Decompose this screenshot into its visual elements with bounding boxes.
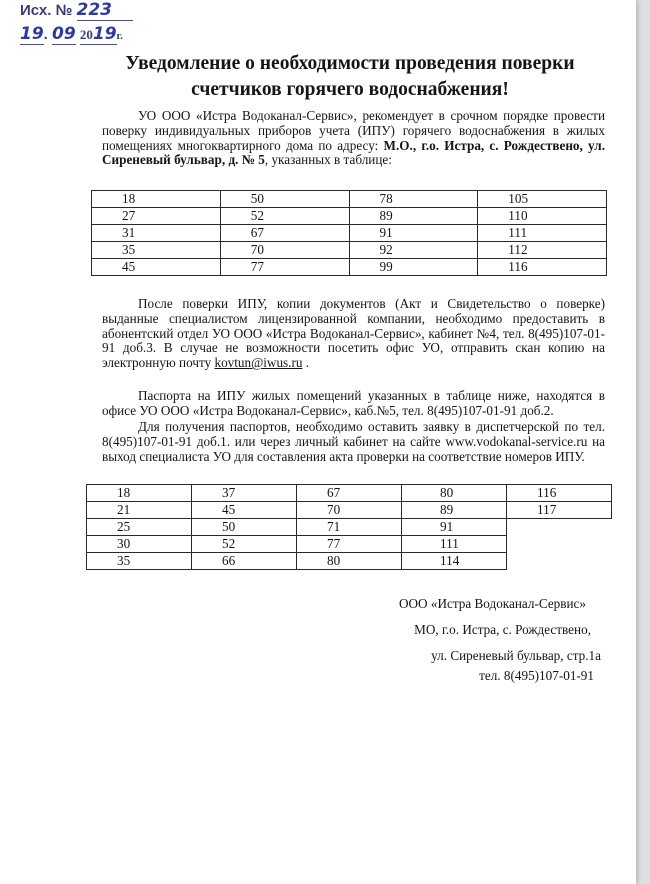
table-cell: 91 [402, 519, 507, 536]
table-cell: 21 [87, 502, 192, 519]
table-cell: 70 [297, 502, 402, 519]
table-cell: 30 [87, 536, 192, 553]
outgoing-number-value: 223 [76, 0, 112, 20]
signature-company: ООО «Истра Водоканал-Сервис» [398, 596, 586, 611]
table-cell: 111 [402, 536, 507, 553]
date-year-prefix: 20 [79, 27, 93, 42]
date-year-suffix: 19 [92, 24, 117, 44]
table-cell: 105 [478, 191, 607, 208]
table-cell: 35 [87, 553, 192, 570]
table-cell: 25 [87, 519, 192, 536]
table-cell: 117 [507, 502, 612, 519]
table-cell: 66 [192, 553, 297, 570]
table-cell: 52 [192, 536, 297, 553]
table-cell: 35 [92, 242, 221, 259]
table-row [87, 502, 612, 519]
table-cell: 78 [349, 191, 478, 208]
notice-title-line1: Уведомление о необходимости проведения поверки [125, 53, 575, 74]
outgoing-number-label: Исх. № [20, 2, 73, 19]
table-cell: 77 [220, 259, 349, 276]
table-cell: 116 [507, 485, 612, 502]
table-row [87, 553, 612, 570]
passports-paragraph [102, 389, 605, 419]
table-cell: 77 [297, 536, 402, 553]
table-row [87, 536, 612, 553]
documents-text-end: . [302, 355, 310, 371]
passports-text: Паспорта на ИПУ жилых помещений указанных в таблице ниже, находятся в офисе УО ООО «Истра Водоканал-Сервис», каб.№5, тел. 8(495)107-01-91 доб.2. [102, 388, 605, 418]
table-row [92, 259, 607, 276]
documents-text: После поверки ИПУ, копии документов (Акт и Свидетельство о поверке) выданные специалистом лицензированной компании, необходимо предоставить в абонентский отдел УО ООО «Истра Водоканал-Сервис», кабинет №4, тел. 8(495)107-01-91 доб.3. В случае не возможности посетить офис УО, отправить скан копию на электронную почту [102, 296, 605, 371]
table-cell: 18 [92, 191, 221, 208]
date-month: 09 [52, 24, 76, 44]
table-cell: 31 [92, 225, 221, 242]
table-cell: 99 [349, 259, 478, 276]
outgoing-date [20, 24, 123, 45]
table-cell: 45 [192, 502, 297, 519]
building-address: М.О., г.о. Истра, с. Рождествено, ул. Сиреневый бульвар, д. № 5 [102, 137, 605, 168]
date-year-abbrev: г. [116, 30, 124, 42]
passport-table [86, 484, 612, 570]
notice-title [60, 51, 640, 103]
table-row [92, 191, 607, 208]
table-cell: 50 [192, 519, 297, 536]
signature-street: ул. Сиреневый бульвар, стр.1а [431, 648, 601, 663]
table-row [92, 208, 607, 225]
table-cell: 45 [92, 259, 221, 276]
email-link[interactable]: kovtun@iwus.ru [214, 355, 303, 371]
table-cell: 50 [220, 191, 349, 208]
table-cell: 89 [349, 208, 478, 225]
meter-verification-table [91, 190, 607, 276]
intro-text: УО ООО «Истра Водоканал-Сервис», рекомендует в срочном порядке провести поверку индивидуальных приборов учета (ИПУ) горячего водоснабжения в жилых помещениях многоквартирного дома по адресу: [102, 108, 605, 153]
table-cell: 67 [297, 485, 402, 502]
request-text: Для получения паспортов, необходимо оставить заявку в диспетчерской по тел. 8(495)107-01-91 доб.1. или через личный кабинет на сайте www.vodokanal-service.ru на выход специалиста УО для составления акта проверки на соответствие номеров ИПУ. [102, 419, 605, 464]
table-cell: 27 [92, 208, 221, 225]
date-day: 19 [20, 24, 44, 44]
intro-paragraph [102, 109, 605, 168]
intro-text-end: , указанных в таблице: [264, 152, 392, 168]
table-cell: 114 [402, 553, 507, 570]
table-cell: 89 [402, 502, 507, 519]
table-cell: 37 [192, 485, 297, 502]
table-cell: 116 [478, 259, 607, 276]
signature-city: МО, г.о. Истра, с. Рождествено, [414, 622, 591, 637]
table-cell: 92 [349, 242, 478, 259]
table-cell: 80 [402, 485, 507, 502]
table-row [87, 519, 612, 536]
table-cell: 110 [478, 208, 607, 225]
table-cell: 80 [297, 553, 402, 570]
table-cell: 18 [87, 485, 192, 502]
table-cell: 67 [220, 225, 349, 242]
table-row [92, 225, 607, 242]
table-cell: 91 [349, 225, 478, 242]
table-cell: 52 [220, 208, 349, 225]
table-cell: 71 [297, 519, 402, 536]
documents-paragraph [102, 297, 605, 371]
table-row [92, 242, 607, 259]
date-separator: . [43, 26, 48, 43]
table-cell: 112 [478, 242, 607, 259]
table-row [87, 485, 612, 502]
outgoing-number [20, 0, 133, 21]
signature-phone: тел. 8(495)107-01-91 [479, 668, 594, 683]
notice-title-line2: счетчиков горячего водоснабжения! [191, 79, 509, 100]
request-paragraph [102, 420, 605, 464]
table-cell: 111 [478, 225, 607, 242]
table-cell [507, 536, 612, 553]
table-cell [507, 519, 612, 536]
table-cell: 70 [220, 242, 349, 259]
table-cell [507, 553, 612, 570]
